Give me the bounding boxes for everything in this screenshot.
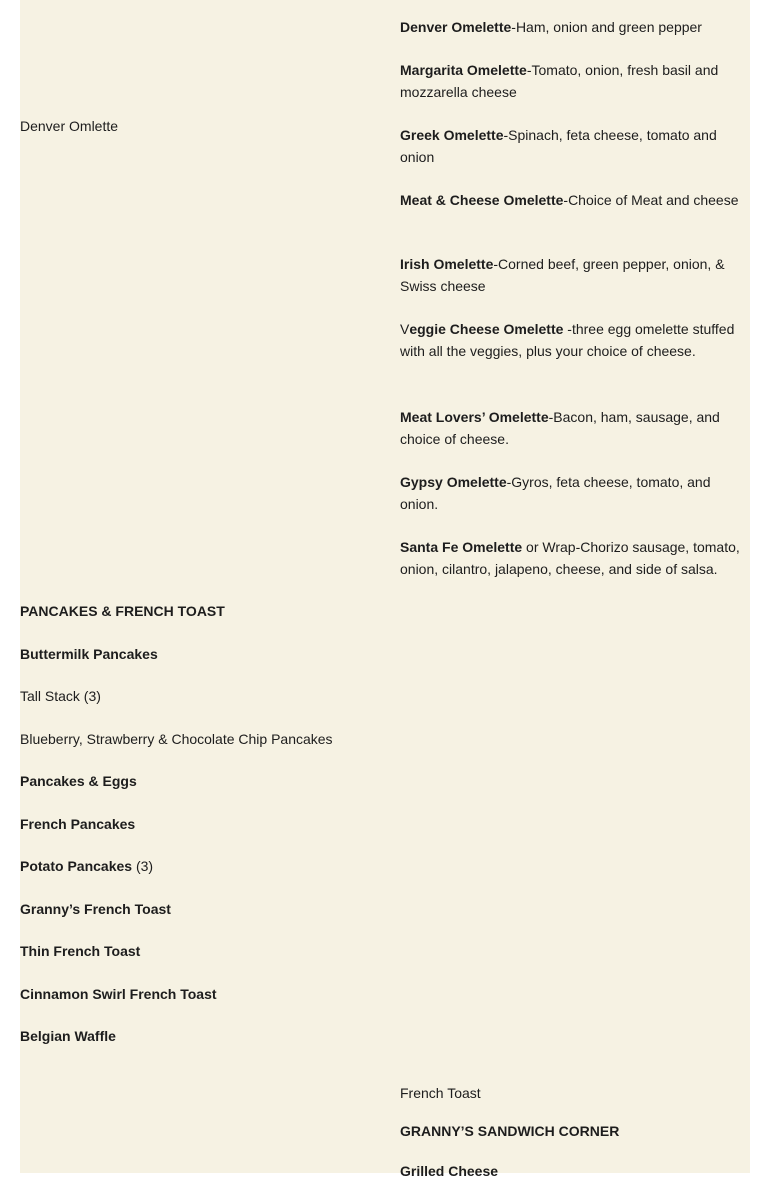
item-desc: -Gyros, feta cheese, tomato, and onion. (400, 474, 711, 512)
item-desc: -Corned beef, green pepper, onion, & Swiss cheese (400, 256, 725, 294)
menu-item-potato-pancakes (20, 855, 153, 877)
item-count: (3) (132, 858, 154, 874)
item-name: Gypsy Omelette (400, 474, 507, 490)
item-desc: -Tomato, onion, fresh basil and mozzarella cheese (400, 62, 719, 100)
item-name: Greek Omelette (400, 127, 504, 143)
item-name: eggie Cheese Omelette (409, 321, 564, 337)
item-desc: or Wrap-Chorizo sausage, tomato, onion, cilantro, jalapeno, cheese, and side of salsa. (400, 539, 740, 577)
menu-item-cinnamon-french-toast: Cinnamon Swirl French Toast (20, 986, 217, 1002)
item-name-prefix: V (400, 321, 410, 337)
menu-item-gypsy (400, 471, 750, 515)
pancakes-section-heading: PANCAKES & FRENCH TOAST (20, 603, 225, 619)
menu-item-greek (400, 124, 750, 168)
sandwich-section-heading: GRANNY’S SANDWICH CORNER (400, 1123, 620, 1139)
item-desc: -three egg omelette stuffed with all the veggies, plus your choice of cheese. (400, 321, 735, 359)
menu-item-irish (400, 253, 750, 297)
menu-item-grannys-french-toast: Granny’s French Toast (20, 901, 171, 917)
menu-item-grilled-cheese: Grilled Cheese (400, 1163, 499, 1179)
item-name: Meat & Cheese Omelette (400, 192, 564, 208)
menu-item-tall-stack: Tall Stack (3) (20, 688, 101, 704)
item-desc: -Ham, onion and green pepper (511, 19, 702, 35)
denver-omelette-caption: Denver Omlette (20, 118, 119, 134)
menu-item-margarita (400, 59, 750, 103)
menu-item-thin-french-toast: Thin French Toast (20, 943, 141, 959)
menu-item-buttermilk: Buttermilk Pancakes (20, 646, 158, 662)
menu-item-meat-lovers (400, 406, 750, 450)
menu-item-pancakes-eggs: Pancakes & Eggs (20, 773, 137, 789)
item-name: Margarita Omelette (400, 62, 527, 78)
item-name: Meat Lovers’ Omelette (400, 409, 549, 425)
menu-item-belgian-waffle: Belgian Waffle (20, 1028, 116, 1044)
item-name: Santa Fe Omelette (400, 539, 523, 555)
menu-item-french-pancakes: French Pancakes (20, 816, 136, 832)
item-desc: -Bacon, ham, sausage, and choice of cheese. (400, 409, 720, 447)
menu-item-santa-fe (400, 536, 750, 580)
item-name: Irish Omelette (400, 256, 494, 272)
item-name: Denver Omelette (400, 19, 512, 35)
item-desc: -Spinach, feta cheese, tomato and onion (400, 127, 717, 165)
menu-item-veggie (400, 318, 750, 362)
item-desc: -Choice of Meat and cheese (563, 192, 739, 208)
item-name: Potato Pancakes (20, 858, 133, 874)
menu-item-denver (400, 16, 750, 38)
french-toast-caption: French Toast (400, 1085, 481, 1101)
menu-item-meat-cheese (400, 189, 750, 211)
menu-item-flavored-pancakes: Blueberry, Strawberry & Chocolate Chip Pancakes (20, 731, 333, 747)
